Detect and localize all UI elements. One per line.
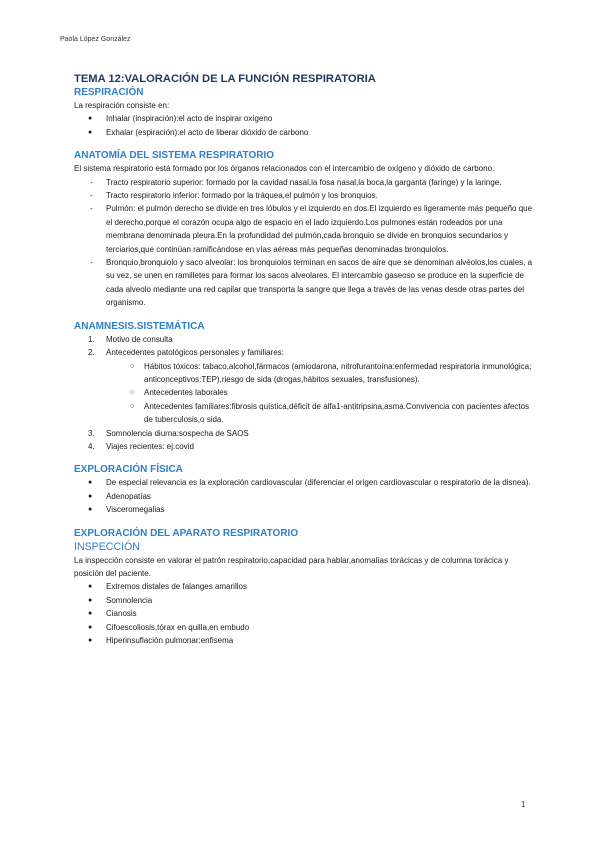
list-item (74, 427, 534, 440)
anamnesis-list (74, 333, 534, 454)
list-item: ● Cifoescoliosis,tórax en quilla,en embudo (74, 621, 534, 634)
list-item: - Tracto respiratorio superior: formado por la cavidad nasal,la fosa nasal,la boca,la garganta (faringe) y la laringe. (74, 176, 534, 189)
page-header-author: Paola López González (60, 36, 131, 43)
list-item (74, 333, 534, 346)
section-heading-anatomia: ANATOMÍA DEL SISTEMA RESPIRATORIO (74, 150, 275, 162)
list-item: ● Extremos distales de falanges amarillos (74, 580, 534, 593)
sub-list-item: ○ Antecedentes familiares:fibrosis quística,déficit de alfa1-antitripsina,asma.Convivencia con pacientes afectos de tuberculosis,o sida. (74, 400, 534, 427)
document-content (74, 72, 534, 647)
list-item: - Pulmón: el pulmón derecho se divide en tres lóbulos y el izquierdo en dos.El izquierdo es ligeramente más pequeño que el derecho,porque el corazón ocupa algo de espacio en el lado izquierdo.Los pulmones están rodeados por una membrana denominada pleura.En la profundidad del pulmón,cada bronquio se divide en bronquios secundarios y terciarios,que continúan ramificándose en vías aéreas más pequeñas denominadas bronquiolos. (74, 202, 534, 256)
list-item: ● Adenopatías (74, 490, 534, 503)
list-item (74, 346, 534, 426)
anamnesis-sublist (106, 360, 534, 427)
list-number: 1. (88, 334, 95, 344)
aparato-intro: La inspección consiste en valorar el patrón respiratorio,capacidad para hablar,anomalías torácicas y de columna torácica y posición del paciente. (74, 555, 509, 578)
exploracion-list (74, 476, 534, 516)
list-number: 4. (88, 441, 95, 451)
sub-list-item: ○ Antecedentes laborales (74, 386, 534, 399)
list-item: ● Inhalar (inspiración):el acto de inspirar oxígeno (74, 112, 534, 125)
list-number: 2. (88, 348, 95, 358)
list-item: ● Visceromegalias (74, 503, 534, 516)
list-item: ● De especial relevancia es la exploración cardiovascular (diferenciar el origen cardiovascular o respiratorio de la disnea). (74, 476, 534, 489)
sub-list-item: ○ Hábitos tóxicos: tabaco,alcohol,fármacos (amiodarona, nitrofurantoína:enfermedad respiratoria inmunológica; anticonceptivos:TEP),riesgo de sida (drogas,hábitos sexuales, transfusiones). (74, 360, 534, 387)
list-item: - Tracto respiratorio inferior: formado por la tráquea,el pulmón y los bronquios. (74, 189, 534, 202)
list-number: 3. (88, 428, 95, 438)
list-item-text: Viajes recientes: ej.covid (106, 441, 194, 451)
aparato-list (74, 580, 534, 647)
anatomia-intro: El sistema respiratorio está formado por los órganos relacionados con el intercambio de oxígeno y dióxido de carbono. (74, 164, 495, 174)
list-item: ● Cianosis (74, 607, 534, 620)
document-title: TEMA 12:VALORACIÓN DE LA FUNCIÓN RESPIRATORIA (74, 73, 376, 85)
list-item: ● Exhalar (espiración):el acto de liberar dióxido de carbono (74, 126, 534, 139)
subsection-heading-inspeccion: INSPECCIÓN (74, 540, 140, 553)
section-heading-aparato: EXPLORACIÓN DEL APARATO RESPIRATORIO (74, 527, 299, 539)
list-item-text: Somnolencia diurna:sospecha de SAOS (106, 428, 249, 438)
section-heading-anamnesis: ANAMNESIS.SISTEMÁTICA (74, 320, 205, 332)
section-heading-respiracion: RESPIRACIÓN (74, 87, 144, 98)
respiracion-intro: La respiración consiste en: (74, 101, 170, 110)
section-heading-exploracion: EXPLORACIÓN FÍSICA (74, 464, 183, 476)
list-item: ● Hiperinsuflación pulmonar:enfisema (74, 634, 534, 647)
respiracion-list (74, 112, 534, 139)
list-item-text: Motivo de consulta (106, 334, 173, 344)
list-item: - Bronquio,bronquiolo y saco alveolar: los bronquiolos terminan en sacos de aire que se denominan alvéolos,los cuales, a su vez, se unen en ramilletes para formar los sacos alveolares. El intercambio gaseoso se produce en la superficie de cada alveolo mediante una red capilar que transporta la sangre que llega a través de las venas desde otras partes del organismo. (74, 256, 534, 310)
list-item-text: Antecedentes patológicos personales y familiares: (106, 348, 284, 358)
anatomia-list (74, 176, 534, 310)
list-item: ● Somnolencia (74, 594, 534, 607)
page-number: 1 (521, 800, 526, 809)
list-item (74, 440, 534, 453)
